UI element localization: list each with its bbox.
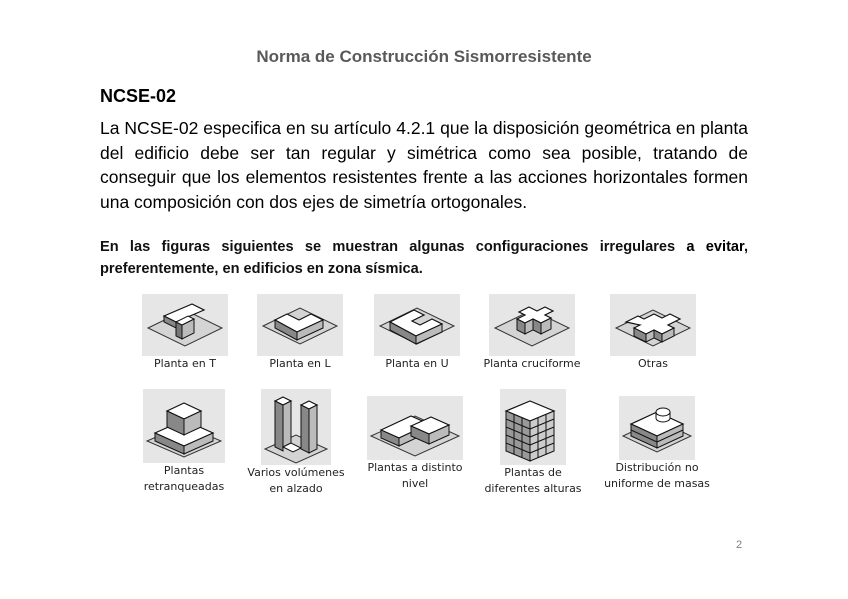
l-plan-building-icon — [257, 294, 343, 356]
figure-caption: Planta en U — [385, 357, 449, 370]
figure-caption-line2: diferentes alturas — [484, 482, 582, 495]
page-title: Norma de Construcción Sismorresistente — [256, 47, 592, 66]
split-level-building-icon — [367, 396, 463, 460]
u-plan-building-icon — [374, 294, 460, 356]
figure-caption-line1: Varios volúmenes — [247, 466, 345, 479]
section-heading: NCSE-02 — [100, 86, 177, 106]
figure-caption: Planta en L — [269, 357, 331, 370]
figure-caption: Planta cruciforme — [483, 357, 581, 370]
body-paragraph: La NCSE-02 especifica en su artículo 4.2.1 que la disposición geométrica en planta del edificio debe ser tan regular y simétrica como sea posible, tratando de conseguir que los elementos resistentes frente a las acciones horizontales formen una composición con dos ejes de simetría ortogonales. — [100, 118, 748, 212]
figure-l-plan — [255, 294, 345, 372]
figure-caption-line1: Plantas a distinto — [367, 461, 463, 474]
setback-floors-building-icon — [143, 389, 225, 463]
figure-u-plan — [372, 294, 462, 372]
figure-other-plan — [608, 294, 698, 372]
figure-caption-line2: uniforme de masas — [604, 477, 710, 490]
figure-t-plan — [140, 294, 230, 372]
figure-caption-line2: en alzado — [269, 482, 323, 495]
figure-setback — [136, 389, 232, 495]
different-heights-building-icon — [500, 389, 566, 465]
figure-caption: Otras — [638, 357, 668, 370]
figures-intro — [100, 236, 748, 280]
figure-caption: Planta en T — [154, 357, 216, 370]
intro-text-end: , preferentemente, en edificios en zona sísmica. — [100, 239, 748, 277]
intro-emphasis: a evitar — [686, 239, 744, 255]
figure-caption-line2: retranqueadas — [143, 480, 225, 493]
intro-text-start: En las figuras siguientes se muestran algunas configuraciones irregulares — [100, 239, 687, 255]
figure-cross-plan — [482, 294, 582, 372]
figure-caption-line1: Distribución no — [615, 461, 699, 474]
figure-nonuniform-mass — [600, 396, 714, 492]
figure-different-heights — [478, 389, 588, 497]
other-plan-building-icon — [610, 294, 696, 356]
multiple-volumes-building-icon — [261, 389, 331, 465]
nonuniform-mass-building-icon — [619, 396, 695, 460]
figure-split-level — [362, 396, 468, 492]
figure-caption-line1: Plantas de — [504, 466, 562, 479]
cross-plan-building-icon — [489, 294, 575, 356]
figure-caption-line2: nivel — [401, 477, 429, 490]
t-plan-building-icon — [142, 294, 228, 356]
figure-multiple-volumes — [243, 389, 349, 497]
figure-caption-line1: Plantas — [163, 464, 205, 477]
page-number: 2 — [736, 539, 743, 551]
